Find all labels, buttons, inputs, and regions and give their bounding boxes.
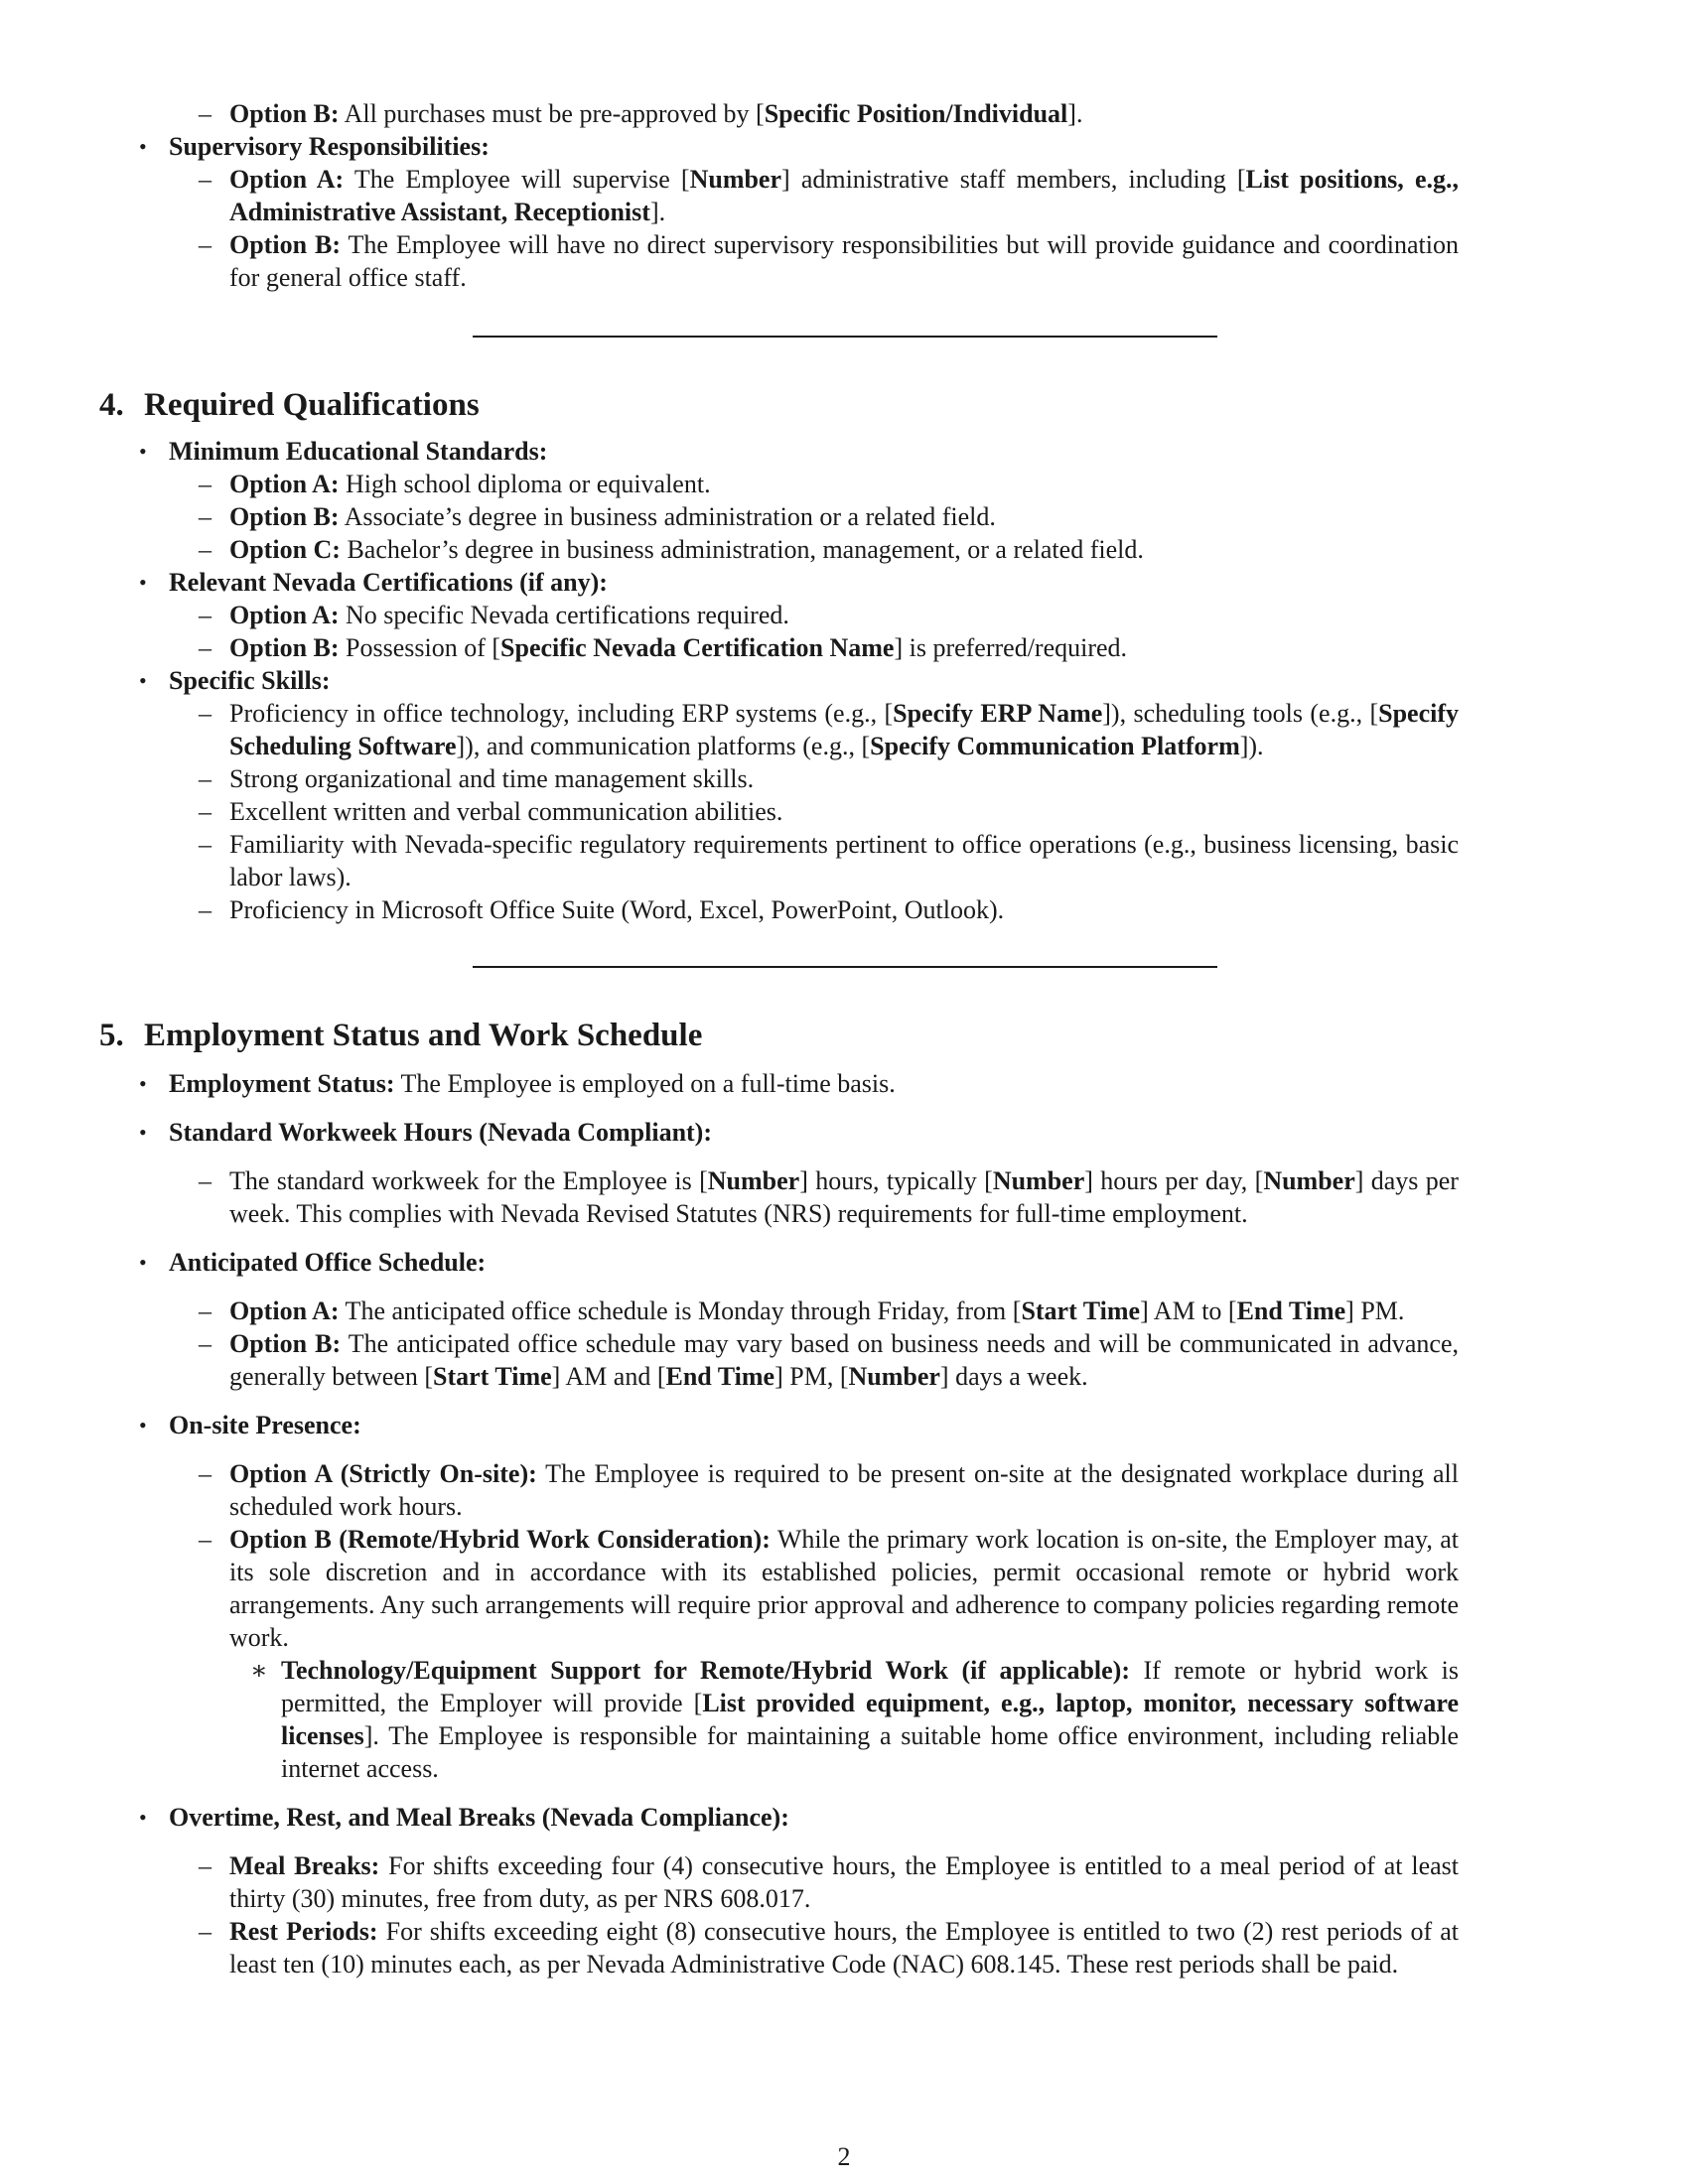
schedule-option-a: – Option A: The anticipated office schedule is Monday through Friday, from [Start Time] AM to [End Time] PM. [199, 1297, 1405, 1325]
workweek-hours-heading: • Standard Workweek Hours (Nevada Compliant): [139, 1118, 713, 1147]
schedule-option-b: – Option B: The anticipated office schedule may vary based on business needs and will be communicated in advance, generally between [Start Time] AM and [End Time] PM, [Number] days a week. [199, 1329, 1459, 1391]
certifications-heading: • Relevant Nevada Certifications (if any): [139, 568, 608, 597]
onsite-option-b: – Option B (Remote/Hybrid Work Consideration): While the primary work location is on-site, the Employer may, at its sole discretion and in accordance with its established policies, permit occasional remote or hybrid work arrangements. Any such arrangements will require prior approval and adherence to company policies regarding remote work. [199, 1525, 1460, 1652]
purchase-option-b: – Option B: All purchases must be pre-approved by [Specific Position/Individual]. [199, 99, 1083, 128]
supervisory-option-b: – Option B: The Employee will have no direct supervisory responsibilities but will provide guidance and coordination for general office staff. [199, 230, 1459, 292]
skill-item: – Proficiency in office technology, including ERP systems (e.g., [Specify ERP Name]), scheduling tools (e.g., [Specify Scheduling Software]), and communication platforms (e.g., [Specify Communication Platform]). [199, 699, 1459, 760]
technology-support: ∗ Technology/Equipment Support for Remote/Hybrid Work (if applicable): If remote or hybrid work is permitted, the Employer will provide [List provided equipment, e.g., laptop, monitor, necessary software licenses]. The Employee is responsible for maintaining a suitable home office environment, including reliable internet access. [250, 1656, 1459, 1783]
onsite-option-a: – Option A (Strictly On-site): The Employee is required to be present on-site at the designated workplace during all scheduled work hours. [199, 1459, 1459, 1521]
onsite-presence-heading: • On-site Presence: [139, 1411, 361, 1439]
page-number: 2 [837, 2142, 851, 2171]
skill-item: – Familiarity with Nevada-specific regulatory requirements pertinent to office operations (e.g., business licensing, basic labor laws). [199, 830, 1459, 891]
rest-periods: – Rest Periods: For shifts exceeding eight (8) consecutive hours, the Employee is entitled to two (2) rest periods of at least ten (10) minutes each, as per Nevada Administrative Code (NAC) 608.145. These rest periods shall be paid. [199, 1917, 1459, 1979]
certifications-option-b: – Option B: Possession of [Specific Nevada Certification Name] is preferred/required. [199, 633, 1128, 662]
education-option-a: – Option A: High school diploma or equivalent. [199, 470, 711, 498]
employment-status: • Employment Status: The Employee is employed on a full-time basis. [139, 1069, 896, 1098]
meal-breaks: – Meal Breaks: For shifts exceeding four (4) consecutive hours, the Employee is entitled to a meal period of at least thirty (30) minutes, free from duty, as per NRS 608.017. [199, 1851, 1459, 1913]
office-schedule-heading: • Anticipated Office Schedule: [139, 1248, 487, 1277]
supervisory-option-a: – Option A: The Employee will supervise [Number] administrative staff members, including [List positions, e.g., Administrative Assistant, Receptionist]. [199, 165, 1459, 226]
section-5-heading: 5. Employment Status and Work Schedule [99, 1018, 703, 1053]
workweek-hours-text: – The standard workweek for the Employee is [Number] hours, typically [Number] hours per day, [Number] days per week. This complies with Nevada Revised Statutes (NRS) requirements for full-time employment. [199, 1166, 1459, 1228]
education-option-b: – Option B: Associate’s degree in business administration or a related field. [199, 502, 996, 531]
skill-item: – Proficiency in Microsoft Office Suite (Word, Excel, PowerPoint, Outlook). [199, 895, 1005, 924]
overtime-heading: • Overtime, Rest, and Meal Breaks (Nevada Compliance): [139, 1803, 789, 1832]
skill-item: – Strong organizational and time management skills. [199, 764, 755, 793]
education-heading: • Minimum Educational Standards: [139, 437, 548, 466]
supervisory-heading: • Supervisory Responsibilities: [139, 132, 490, 161]
section-4-heading: 4. Required Qualifications [99, 387, 480, 423]
document-page [99, 97, 1589, 1980]
skill-item: – Excellent written and verbal communication abilities. [199, 797, 783, 826]
certifications-option-a: – Option A: No specific Nevada certifications required. [199, 601, 789, 629]
education-option-c: – Option C: Bachelor’s degree in business administration, management, or a related field. [199, 535, 1144, 564]
skills-heading: • Specific Skills: [139, 666, 331, 695]
